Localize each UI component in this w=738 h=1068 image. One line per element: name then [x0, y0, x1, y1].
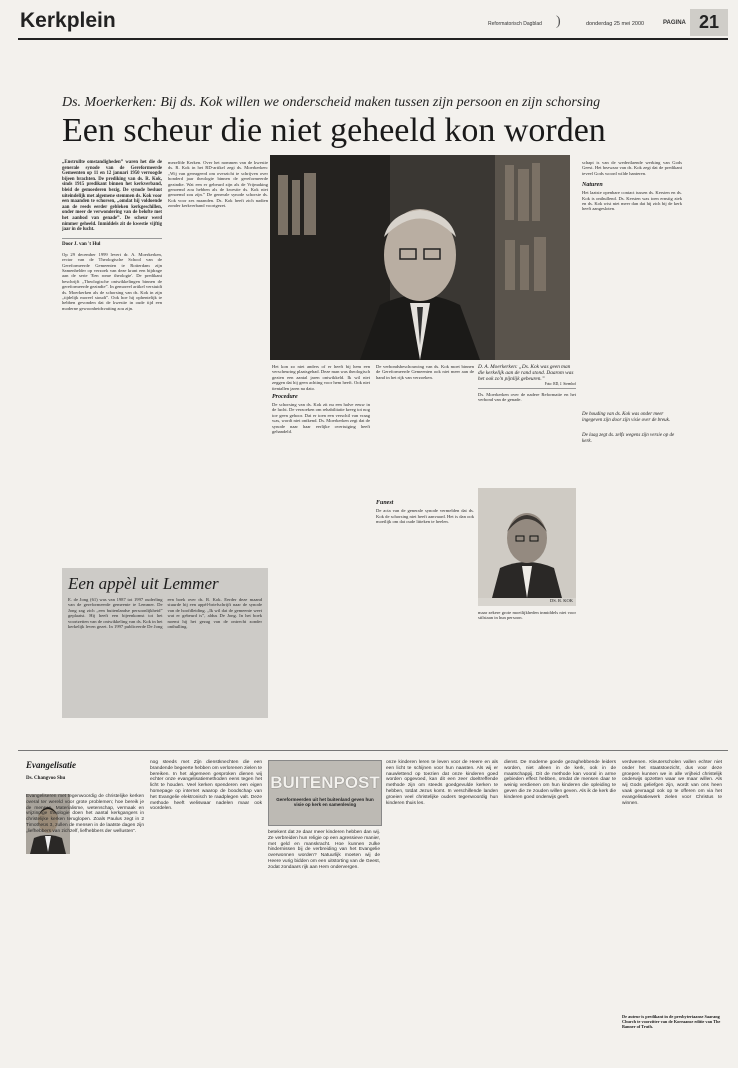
pull-quote [478, 364, 576, 389]
evangelisatie-title: Evangelisatie [26, 760, 76, 770]
evangelisatie-col2: nog steeds met Zijn dienstknechten die een brandende begeerte hebben om verlorenen zielen te bereiken. In het algemeen gesproken dienen wij echter onze evangelisatiemethoden eens tegen het licht te houden. Veel kerken spenderen een eigen homepage op internet waarop de boodschap van het Evangelie elektronisch te raadplegen valt. Deze methode heeft weliswaar nadelen maar ook voordelen. [150, 760, 262, 812]
procedure-text: De schorsing van ds. Kok zit nu een halve eeuw in de lucht. De verzoeken om rehabilitatie kreeg tot nog toe geen gehoor. Dat er toen een verschil van vraag was, wordt niet ontkend. Ds. Moerkerken zegt dat de synode naar haar eerlijke overtuiging heeft gehandeld. [272, 402, 370, 435]
procedure-subhead: Procedure [272, 394, 298, 401]
body-column-5a: Ds. Moerkerken over de nadere Reformatie en het verbond van de genade. [478, 392, 576, 403]
article-intro: „Enstrullte omstandigheden” waren het die de generale synode van de Gereformeerde Gemeenten op 11 en 12 januari 1950 verroogde bijeen brachten. De prediking van ds. R. Kok, sinds 1915 predikant binnen het kerkverband, bleid de gemoederen bezig. De synode besluot uiteindelijk met algemene stemmen ds. Kok voor een maanden te schorsen, „omdat hij voldoende aan de reeds eerder gebleken kerkgeschillen, onder meer de verwondering van de belofte met het aanbod van genade”. De scheur werd nimmer geheeld. Inmiddels zit de kwestie vijftig jaar in de lucht. [62, 160, 162, 233]
lemmer-box [62, 568, 268, 718]
issue-date: donderdag 25 mei 2000 [586, 21, 645, 27]
funest-text: De acta van de generale synode vermelden dat ds. Kok de schorsing niet heeft aanvaard. Het is dan ook moeilijk om dat oude litteken te heelen. [376, 508, 474, 525]
section-divider [18, 750, 728, 751]
column-6 [582, 160, 682, 445]
evangelisatie-col1: Evangeliseren met tegenwoordig de christelijke kerken overal ter wereld voor grote problemen; hoe bereik je de mensen. Materialisme, wetenschap, vermaak en vrijzinnige theologie doen het aantal kerkgangers in christelijke kerken teruglopen. Zoals Paulus zegt in 2 Timotheüs 3, zullen de mensen in de laatste dagen zijn „liefhebbers van zichzelf, liefhebbers der wellusten”. [26, 794, 144, 834]
body-column-3: Het kon zo niet anders of er heeft bij hem een verscheuring plaatsgehad. Deze man was theologisch gezien een aantal jaren ontwikkeld. Ik wil niet zeggen dat hij geen achting voor hem heeft. Ook niet tientallen jaren na dato. [272, 364, 370, 391]
divider-glyph: ) [556, 14, 561, 29]
evangelisatie-col5: dienst. De moderne goede gezaghebbende leiders worden, niet alleen in de kerk, ook in de maatschappij. Dit de methode kan vooral in arme gebieden effect hebben, omdat de mensen daar te weinig verdienen om hun kinderen die opleiding te geven die ze zouden willen geven. Als ik de kerk die kinderen goed onderwijs geeft. [504, 760, 616, 800]
evangelisatie-footnote: De auteur is predikant in de presbyteriaanse Saarang Church te voorzitter van de Koreaanse editie van The Banner of Truth. [622, 1014, 721, 1029]
evangelisatie-section [18, 752, 728, 1062]
column-5 [478, 364, 576, 403]
column-3 [272, 364, 370, 434]
body-column-2: mezelfde Kerken. Over het nommen van de kwestie ds. R. Kok in het RD-artikel zegt ds. Moerkerken: „Wij van gereageerd om overzicht te schrijven over honderd jaar theologie binnen de gereformeerde gezindte. Wat een er gebeurd zijn als de Vrijmaking genoemd zou hebben als de kwestie ds. Kok niet genoemd zou zijn.” De generale synode schorste ds. Kok voor zes maanden. Ds. Kok heeft zich nadien zonder kerkverband voortgezet. [168, 160, 268, 209]
photo2-text: maar zekere grote moeilijkheden inmiddels niet voor stilstaan in hun persoon. [478, 610, 576, 621]
column-1 [62, 160, 162, 311]
second-photo-caption: DS. R. KOK [549, 598, 573, 603]
column-2 [168, 160, 268, 209]
pull-quote-text: D. A. Moerkerken: „Ds. Kok was geen man die kerkelijk aan de rand stond. Daarom was het ook zo'n pijnlijk gebeuren.” [478, 364, 574, 382]
lemmer-box-text: E. de Jong (61) was van 1987 tot 1997 ouderling van de gereformeerde gemeente te Lemmer. De Jong zag zich „een buitenlandse persoonlijkheid” geplaatst. Hij heeft een bijeenkomst tot het voortzetten van de ontwikkeling van ds. Kok in het kerkelijk leven gezet. In 1997 publiceerde De Jong een boek over ds. R. Kok. Eerder deze maand stuurde hij een appèl-briefschrijft naar de synode van de hoofdleiding. „Ik wil dat de gemeente weet wat er gebeurd is”, aldus De Jong. In het boek noemt hij het gezag van de ontrecht zonder onthulling. [68, 597, 262, 630]
body-column-6: schapt is van de wedertlaende werking van Gods Geest. Het bezwaar van ds. Kok zegt dat de predikant teveel Gods woord wilde hanteren. [582, 160, 682, 176]
page-header [18, 8, 728, 40]
portrait-photo-placeholder [270, 155, 570, 360]
buitenpost-banner [268, 760, 382, 826]
pull-quote-credit: Foto: RD, J. Steenhof [544, 382, 576, 386]
page-number-box [690, 9, 728, 36]
buitenpost-title: BUITENPOST [270, 773, 380, 792]
page-number: 21 [698, 12, 720, 32]
italic-remark-1: De houding van ds. Kok was onder meer ingegeven zijn door zijn visie over de breuk. [582, 411, 671, 423]
ds-kok-portrait [478, 488, 576, 598]
section-title: Kerkplein [20, 9, 116, 32]
naturen-subhead: Naturen [582, 182, 603, 189]
publication-name: Reformatorisch Dagblad [488, 21, 542, 27]
column-4 [376, 364, 474, 524]
italic-remark-2: De laag zegt ds. zelfs wegens zijn versie op de kerk. [582, 433, 675, 445]
second-photo [478, 488, 576, 606]
main-photo [270, 155, 570, 360]
pagina-label: PAGINA [663, 20, 686, 26]
evangelisatie-col4: onze kinderen leren te leven voor de Heere en als een licht te schijnen voor hun naasten. Als wij er nauwlettend op toezien dat onze kinderen goed worden opgevoed, kan dit een zeer doeltreffende methode zijn om steeds goedgevulde kerken te hebben, totdat Jezus komt. In verschillende landen groeien veel christelijke ouders tegenwoordig hun kinderen thuis les. [386, 760, 498, 806]
article-kicker: Ds. Moerkerken: Bij ds. Kok willen we onderscheid maken tussen zijn persoon en zijn schorsing [62, 95, 601, 110]
lemmer-box-title: Een appèl uit Lemmer [68, 574, 219, 593]
buitenpost-subtitle: Gereformeerden uit het buitenland geven hun visie op kerk en samenleving [276, 797, 374, 807]
body-column-4: De verbondsbeschouwing van ds. Kok moet binnen de Gereformeerde Gemeenten ook niet meer aan de hand in het rijk van verzoeken. [376, 364, 474, 380]
evangelisatie-col3: betekent dat ze daar meer kinderen hebben dan wij. Ze verbreiden hun religie op een agressieve manier, met geld en manskracht. Hoe kunnen zulke hindernissen bij de verbreiding van het Evangelie overwonnen worden? Natuurlijk moeten wij de Heere vurig bidden om een uitstorting van de Geest, zodat zondaars rijk aan Hem ondervergen. [268, 830, 380, 870]
article-headline: Een scheur die niet geheeld kon worden [62, 112, 606, 149]
naturen-text: Het laatste openbare contact tussen ds. Kersten en ds. Kok is onthullend. Ds. Kersten was toen ernstig ziek en ds. Kok wist niet meer dan dat hij zich bij de kerk heeft aangesloten. [582, 190, 682, 212]
funest-subhead: Funest [376, 500, 394, 507]
evangelisatie-col6: verdwenen. Kleuterscholen vallen echter niet onder het staatstoezicht, dus voor deze groepen kunnen we in alle vrijheid christelijk onderwijs opzetten waar we maar willen. Als wij Gods geliefgen zijn, wordt van ons heen vaak gevraagd ook op te offeren om via het evangelisatiewerk zielen voor Christus te winnen. [622, 760, 722, 806]
body-column-1: Op 29 december 1999 levert dr. A. Moerkerken, rector van de Theologische School van de Gereformeerde Gemeenten te Rotterdam zijn Samenhelder op verzoek van deze krant een bijdrage aan de serie 'Een rome theologie'. De predikant beschrijft „Theologische ontwikkelingen binnen de gereformeerde gezindte”. In gemoreel artikel verstuidt ds. Moerkerken als de schorsing van ds. Kok in zijn „tijdelijk moreel stoudt”. Ook hoe hij ophentelijk te hebben gevonden dat de kwestie in oude tijd een moderne gewoonheidsvatting zou zijn. [62, 251, 162, 311]
evangelisatie-byline: Ds. Changvoo Shu [26, 776, 66, 781]
article-byline: Door J. van 't Hul [62, 238, 162, 247]
